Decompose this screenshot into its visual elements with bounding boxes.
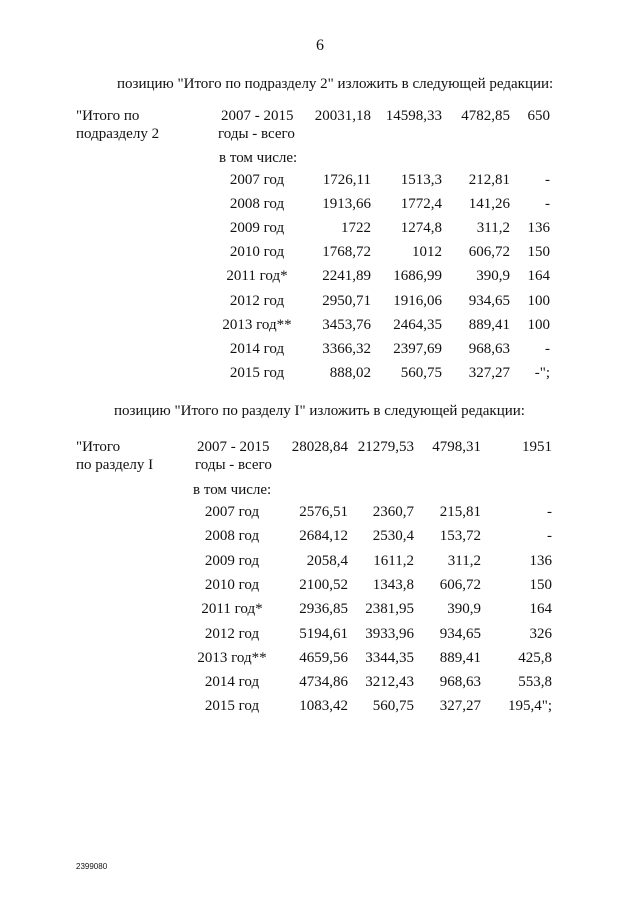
year-value-col2: 1513,3 <box>400 172 442 188</box>
instruction-section-1: позицию "Итого по разделу I" изложить в следующей редакции: <box>114 403 525 419</box>
year-value-col1: 1722 <box>341 220 371 236</box>
total-value-col2: 14598,33 <box>385 108 442 124</box>
year-value-col1: 2576,51 <box>299 504 348 520</box>
year-value-col4: 164 <box>527 268 550 284</box>
year-value-col2: 3344,35 <box>365 650 414 666</box>
year-value-col4: 425,8 <box>518 650 552 666</box>
year-label: 2015 год <box>204 698 260 714</box>
total-value-col3: 4798,31 <box>432 439 481 455</box>
year-value-col4: 326 <box>529 626 552 642</box>
year-value-col1: 2950,71 <box>322 293 371 309</box>
year-value-col1: 1768,72 <box>322 244 371 260</box>
year-value-col2: 1611,2 <box>373 553 414 569</box>
year-value-col4: 100 <box>527 293 550 309</box>
year-label: 2010 год <box>204 577 260 593</box>
year-value-col1: 5194,61 <box>299 626 348 642</box>
year-value-col3: 889,41 <box>468 317 510 333</box>
total-value-col2: 21279,53 <box>357 439 414 455</box>
period-line1: 2007 - 2015 <box>197 439 270 455</box>
year-value-col2: 2381,95 <box>365 601 414 617</box>
year-value-col3: 215,81 <box>439 504 481 520</box>
year-value-col2: 2397,69 <box>393 341 442 357</box>
row-label-line2: по разделу I <box>76 457 154 473</box>
year-value-col1: 2684,12 <box>299 528 348 544</box>
year-value-col1: 3366,32 <box>322 341 371 357</box>
year-value-col2: 2530,4 <box>372 528 414 544</box>
period-line1: 2007 - 2015 <box>221 108 294 124</box>
year-value-col2: 1343,8 <box>372 577 414 593</box>
year-value-col1: 1913,66 <box>322 196 371 212</box>
year-value-col2: 2360,7 <box>372 504 414 520</box>
year-label: 2014 год <box>229 341 285 357</box>
instruction-subsection-2: позицию "Итого по подразделу 2" изложить в следующей редакции: <box>117 76 554 92</box>
year-value-col3: 327,27 <box>468 365 510 381</box>
year-value-col1: 1726,11 <box>322 172 371 188</box>
year-label: 2014 год <box>204 674 260 690</box>
year-value-col3: 606,72 <box>468 244 510 260</box>
page-number: 6 <box>316 37 324 54</box>
year-value-col2: 1274,8 <box>400 220 442 236</box>
year-value-col1: 3453,76 <box>322 317 371 333</box>
year-value-col3: 327,27 <box>439 698 481 714</box>
year-value-col2: 1772,4 <box>400 196 442 212</box>
year-value-col4: 150 <box>527 244 550 260</box>
year-value-col2: 1012 <box>412 244 442 260</box>
year-value-col1: 888,02 <box>329 365 371 381</box>
year-value-col1: 4734,86 <box>299 674 348 690</box>
document-id: 2399080 <box>76 862 108 871</box>
year-value-col3: 889,41 <box>439 650 481 666</box>
year-value-col4: -"; <box>534 365 550 381</box>
year-value-col3: 934,65 <box>439 626 481 642</box>
year-value-col4: - <box>547 504 552 520</box>
year-label: 2007 год <box>229 172 285 188</box>
year-label: 2012 год <box>204 626 260 642</box>
year-value-col4: - <box>545 196 550 212</box>
row-label-line2: подразделу 2 <box>76 126 160 142</box>
year-value-col1: 4659,56 <box>299 650 348 666</box>
year-value-col3: 212,81 <box>468 172 510 188</box>
total-value-col4: 650 <box>527 108 550 124</box>
year-value-col2: 560,75 <box>400 365 442 381</box>
year-value-col2: 3933,96 <box>365 626 414 642</box>
year-value-col3: 311,2 <box>476 220 510 236</box>
year-label: 2011 год* <box>201 601 263 617</box>
total-value-col3: 4782,85 <box>461 108 510 124</box>
year-label: 2010 год <box>229 244 285 260</box>
year-value-col1: 1083,42 <box>299 698 348 714</box>
year-value-col3: 311,2 <box>447 553 481 569</box>
year-label: 2015 год <box>229 365 285 381</box>
including-label: в том числе: <box>219 150 298 166</box>
year-value-col2: 1686,99 <box>393 268 442 284</box>
total-value-col1: 28028,84 <box>291 439 348 455</box>
year-value-col2: 1916,06 <box>393 293 442 309</box>
year-value-col3: 968,63 <box>439 674 481 690</box>
row-label-line1: "Итого по <box>76 108 140 124</box>
year-label: 2009 год <box>229 220 285 236</box>
year-label: 2009 год <box>204 553 260 569</box>
year-value-col3: 141,26 <box>468 196 510 212</box>
year-value-col4: - <box>547 528 552 544</box>
period-line2: годы - всего <box>218 126 295 142</box>
total-value-col1: 20031,18 <box>314 108 371 124</box>
year-value-col4: - <box>545 172 550 188</box>
year-label: 2008 год <box>204 528 260 544</box>
year-value-col4: 195,4"; <box>507 698 552 714</box>
year-label: 2008 год <box>229 196 285 212</box>
year-label: 2012 год <box>229 293 285 309</box>
year-label: 2011 год* <box>226 268 288 284</box>
year-value-col3: 606,72 <box>439 577 481 593</box>
year-value-col4: 136 <box>527 220 550 236</box>
year-value-col4: 100 <box>527 317 550 333</box>
year-value-col4: - <box>545 341 550 357</box>
year-value-col2: 2464,35 <box>393 317 442 333</box>
year-value-col3: 390,9 <box>476 268 510 284</box>
year-value-col1: 2100,52 <box>299 577 348 593</box>
year-label: 2013 год** <box>222 317 292 333</box>
year-value-col4: 164 <box>529 601 552 617</box>
year-value-col3: 934,65 <box>468 293 510 309</box>
year-value-col3: 968,63 <box>468 341 510 357</box>
including-label: в том числе: <box>193 482 272 498</box>
year-value-col2: 3212,43 <box>365 674 414 690</box>
year-value-col2: 560,75 <box>372 698 414 714</box>
year-value-col4: 150 <box>529 577 552 593</box>
row-label-line1: "Итого <box>76 439 121 455</box>
year-value-col3: 153,72 <box>439 528 481 544</box>
year-value-col1: 2058,4 <box>306 553 348 569</box>
year-value-col3: 390,9 <box>447 601 481 617</box>
year-value-col1: 2241,89 <box>322 268 371 284</box>
year-label: 2013 год** <box>197 650 267 666</box>
year-value-col4: 136 <box>529 553 552 569</box>
total-value-col4: 1951 <box>522 439 552 455</box>
period-line2: годы - всего <box>195 457 272 473</box>
year-value-col4: 553,8 <box>518 674 552 690</box>
year-value-col1: 2936,85 <box>299 601 348 617</box>
year-label: 2007 год <box>204 504 260 520</box>
